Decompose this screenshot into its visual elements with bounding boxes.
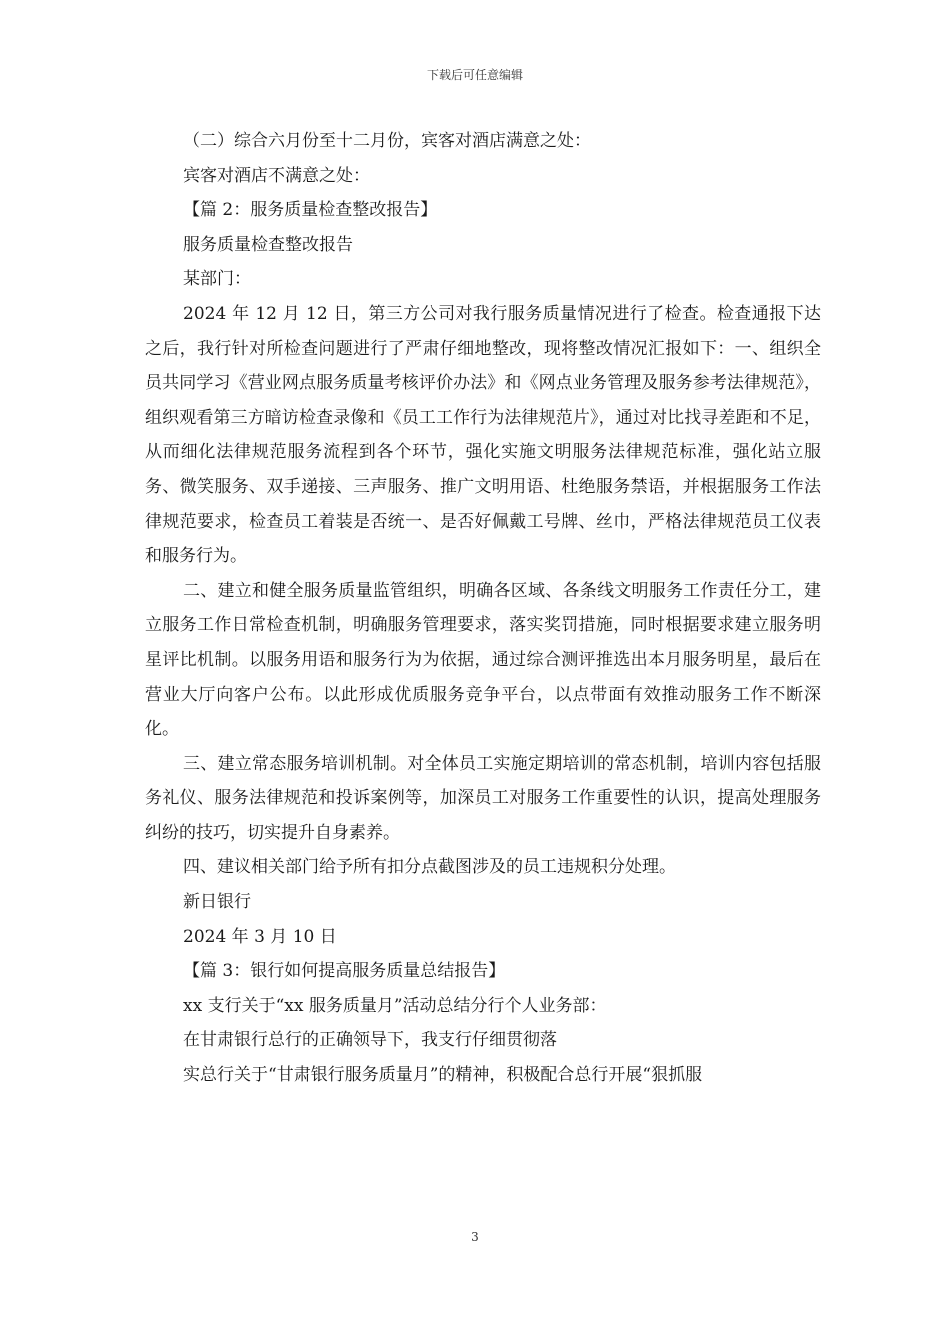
body-paragraph: 2024 年 12 月 12 日，第三方公司对我行服务质量情况进行了检查。检查通报下达之后，我行针对所检查问题进行了严肃仔细地整改，现将整改情况汇报如下：一、组织全员共同学习《营业网点服务质量考核评价办法》和《网点业务管理及服务参考法律规范》，组织观看第三方暗访检查录像和《员工工作行为法律规范片》，通过对比找寻差距和不足，从而细化法律规范服务流程到各个环节，强化实施文明服务法律规范标准，强化站立服务、微笑服务、双手递接、三声服务、推广文明用语、杜绝服务禁语，并根据服务工作法律规范要求，检查员工着装是否统一、是否好佩戴工号牌、丝巾，严格法律规范员工仪表和服务行为。	[145, 303, 821, 567]
body-line: xx 支行关于“xx 服务质量月”活动总结分行个人业务部：	[183, 995, 607, 1016]
body-line: 在甘肃银行总行的正确领导下，我支行仔细贯彻落	[183, 1030, 557, 1051]
body-paragraph: 三、建立常态服务培训机制。对全体员工实施定期培训的常态机制，培训内容包括服务礼仪、服务法律规范和投诉案例等，加深员工对服务工作重要性的认识，提高处理服务纠纷的技巧，切实提升自身素养。	[145, 753, 821, 843]
body-paragraph: 二、建立和健全服务质量监管组织，明确各区域、各条线文明服务工作责任分工，建立服务工作日常检查机制，明确服务管理要求，落实奖罚措施，同时根据要求建立服务明星评比机制。以服务用语和服务行为为依据，通过综合测评推选出本月服务明星，最后在营业大厅向客户公布。以此形成优质服务竞争平台，以点带面有效推动服务工作不断深化。	[145, 580, 821, 740]
section-subheading: （二）综合六月份至十二月份，宾客对酒店满意之处：	[183, 131, 591, 151]
body-line: 宾客对酒店不满意之处：	[183, 165, 370, 186]
document-body	[145, 124, 821, 1093]
report-title: 服务质量检查整改报告	[183, 234, 353, 255]
signature-date: 2024 年 3 月 10 日	[183, 926, 337, 947]
page-header-note: 下载后可任意编辑	[426, 68, 523, 82]
article-title-2: 【篇 2：服务质量检查整改报告】	[183, 200, 438, 221]
page-number: 3	[471, 1230, 479, 1244]
signature-org: 新日银行	[183, 892, 251, 913]
article-title-3: 【篇 3：银行如何提高服务质量总结报告】	[183, 961, 506, 982]
body-line: 实总行关于“甘肃银行服务质量月”的精神，积极配合总行开展“狠抓服	[183, 1065, 703, 1086]
addressee: 某部门：	[183, 269, 251, 290]
body-paragraph: 四、建议相关部门给予所有扣分点截图涉及的员工违规积分处理。	[183, 857, 676, 878]
